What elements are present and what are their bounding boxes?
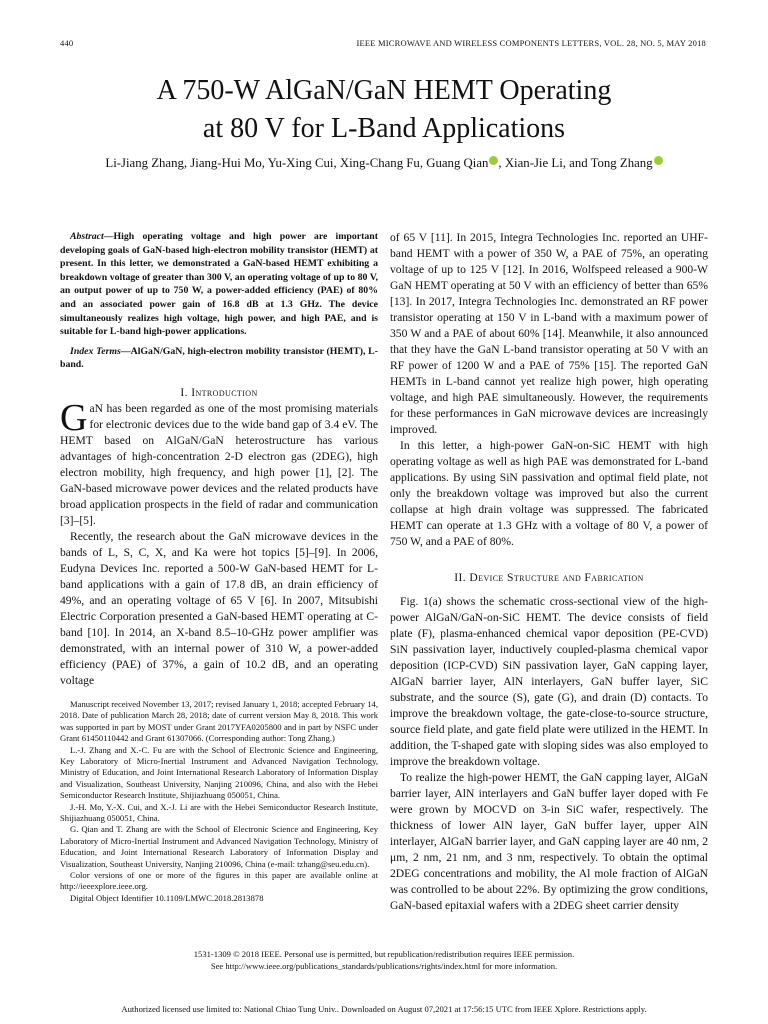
drop-cap: G [60, 396, 88, 439]
intro-paragraph-1: aN has been regarded as one of the most promising materials for electronic devices due to the wide band gap of 3.4 eV. The HEMT based on AlGaN/GaN heterostructure has various advantages of high-concentration 2-D electron gas (2DEG), high electron mobility, high frequency, and high power [1], [2]. The GaN-based microwave power devices and the related products have broad application prospects in the field of radar and communication [3]–[5]. [60, 401, 378, 527]
right-column [390, 230, 708, 914]
footnote: L.-J. Zhang and X.-C. Fu are with the School of Electronic Science and Engineering, Key Laboratory of Micro-Inertial Instrument and Advanced Navigation Technology, Ministry of Education, and Joint International Research Laboratory of Information Display and Visualization, Southeast University, Nanjing 210096, China, and also with the Hebei Semiconductor Research Institute, Shijiazhuang 050051, China. [60, 744, 378, 801]
title-line-1: A 750-W AlGaN/GaN HEMT Operating [156, 75, 612, 106]
footnotes [60, 699, 378, 904]
copyright-line-1: 1531-1309 © 2018 IEEE. Personal use is permitted, but republication/redistribution requires IEEE permission. [193, 949, 575, 959]
copyright-line-2: See http://www.ieee.org/publications_standards/publications/rights/index.html for more information. [210, 961, 558, 971]
intro-paragraph-2: Recently, the research about the GaN microwave devices in the bands of L, S, C, X, and Ka were hot topics [5]–[9]. In 2006, Eudyna Devices Inc. reported a 500-W GaN-based HEMT for L-band applications with a gain of 17.8 dB, an drain efficiency of 49%, and an operating voltage of 65 V [6]. In 2007, Mitsubishi Electric Corporation presented a GaN-based HEMT operating at C-band [10]. In 2014, an X-band 8.5–10-GHz power amplifier was demonstrated, with an internal power of 310 W, a power-added efficiency (PAE) of 37%, a gain of 10.2 dB, and an operating voltage [60, 529, 378, 687]
footnote: Color versions of one or more of the figures in this paper are available online at http://ieeexplore.ieee.org. [60, 870, 378, 892]
section-heading-device: II. Device Structure and Fabrication [454, 571, 644, 584]
index-terms-label: Index Terms— [70, 345, 131, 357]
author-list [40, 156, 728, 171]
authorized-use-notice: Authorized licensed use limited to: National Chiao Tung Univ.. Downloaded on August 07,2021 at 17:56:15 UTC from IEEE Xplore. Restrictions apply. [121, 1004, 647, 1014]
footnote: Manuscript received November 13, 2017; revised January 1, 2018; accepted February 14, 2018. Date of publication March 28, 2018; date of current version May 8, 2018. This work was supported in part by MOST under Grant 2017YFA0205800 and in part by NSFC under Grant 61450110442 and Grant 61307066. (Corresponding author: Tong Zhang.) [60, 698, 378, 744]
section-heading-intro: I. Introduction [180, 385, 258, 399]
right-paragraph-4: To realize the high-power HEMT, the GaN capping layer, AlGaN barrier layer, AlN interlayers and GaN buffer layer doped with Fe were grown by MOCVD on 3-in SiC wafer, respectively. The thickness of lower AlN layer, GaN buffer layer, upper AlN interlayer, AlGaN barrier layer, and GaN capping layer are 40 nm, 2 μm, 2 nm, 21 nm, and 3 nm, respectively. To obtain the optimal 2DEG concentrations and mobility, the Al mole fraction of AlGaN was controlled to be about 22%. By optimizing the grow conditions, GaN-based epitaxial wafers with a 2DEG sheet carrier density [390, 771, 708, 912]
title-line-2: at 80 V for L-Band Applications [202, 113, 566, 144]
abstract [60, 230, 378, 372]
index-terms-text: AlGaN/GaN, high-electron mobility transistor (HEMT), L-band. [60, 345, 378, 371]
right-paragraph-1: of 65 V [11]. In 2015, Integra Technologies Inc. reported an UHF-band HEMT with a power of 350 W, a PAE of 75%, an operating voltage of up to 125 V [12]. In 2016, Wolfspeed released a 900-W GaN HEMT operating at 50 V with an efficiency of better than 65% [13]. In 2017, Integra Technologies Inc. demonstrated an RF power transistor operating at 150 V in L-band with a maximum power of 350 W and a PAE of about 60% [14]. Meanwhile, it also announced that they have the GaN L-band transistor operating at 50 V with an RF power of 1200 W and a PAE of 75% [15]. The reported GaN HEMTs in L-band cannot yet realize high power, high operating voltage, and high PAE simultaneously. However, the requirements for these performances in GaN microwave devices are increasingly improved. [390, 231, 708, 436]
left-column [60, 230, 378, 904]
abstract-text: High operating voltage and high power are important developing goals of GaN-based high-electron mobility transistor (HEMT) at present. In this letter, we demonstrated a GaN-based HEMT exhibiting a breakdown voltage of greater than 300 V, an operating voltage of up to 80 V, an output power of up to 750 W, a power-added efficiency (PAE) of 80% and an associated power gain of 16.8 dB at 1.3 GHz. The device simultaneously realizes high voltage, high power, and high PAE, and is suitable for L-band high-power applications. [60, 231, 378, 338]
page-number: 440 [60, 38, 74, 48]
footnote: G. Qian and T. Zhang are with the School of Electronic Science and Engineering, Key Laboratory of Micro-Inertial Instrument and Advanced Navigation Technology, Ministry of Education, and Joint International Research Laboratory of Information Display and Visualization, Southeast University, Nanjing 210096, China (e-mail: tzhang@seu.edu.cn). [60, 824, 378, 869]
footnote: J.-H. Mo, Y.-X. Cui, and X.-J. Li are with the Hebei Semiconductor Research Institute, Shijiazhuang 050051, China. [60, 801, 378, 823]
right-paragraph-2: In this letter, a high-power GaN-on-SiC HEMT with high operating voltage as well as high PAE was demonstrated for L-band applications. By using SiN passivation and optimal field plate, not only the breakdown voltage was improved but also the current collapse at high drain voltage was suppressed. The fabricated HEMT can operate at 1.3 GHz with a voltage of 80 V, a power of 750 W, and a PAE of 80%. [390, 439, 708, 548]
copyright-footer [60, 948, 708, 972]
intro-text [60, 396, 378, 689]
journal-header: IEEE MICROWAVE AND WIRELESS COMPONENTS LETTERS, VOL. 28, NO. 5, MAY 2018 [356, 38, 706, 48]
authors-text: Li-Jiang Zhang, Jiang-Hui Mo, Yu-Xing Cui, Xing-Chang Fu, Guang Qian [105, 156, 489, 170]
orcid-icon[interactable] [654, 156, 663, 165]
abstract-label: Abstract— [70, 231, 114, 242]
right-paragraph-3: Fig. 1(a) shows the schematic cross-sectional view of the high-power AlGaN/GaN-on-SiC HEMT. The device consists of field plate (F), plasma-enhanced chemical vapor deposition (PE-CVD) SiN passivation layer, inductively coupled-plasma chemical vapor deposition (ICP-CVD) SiN passivation layer, GaN capping layer, AlGaN barrier layer, AlN interlayers, GaN buffer layer, SiC substrate, and the source (S), gate (G), and drain (D) contacts. To improve the breakdown voltage, the gate-close-to-source structure, source field plate, and gate field plate were utilized in the HEMT. In addition, the T-shaped gate with sloping sides was also employed to improve the breakdown voltage. [390, 595, 708, 768]
authors-tail: , Xian-Jie Li, and Tong Zhang [498, 156, 653, 170]
paper-title [0, 72, 768, 148]
footnote: Digital Object Identifier 10.1109/LMWC.2018.2813878 [70, 892, 264, 903]
